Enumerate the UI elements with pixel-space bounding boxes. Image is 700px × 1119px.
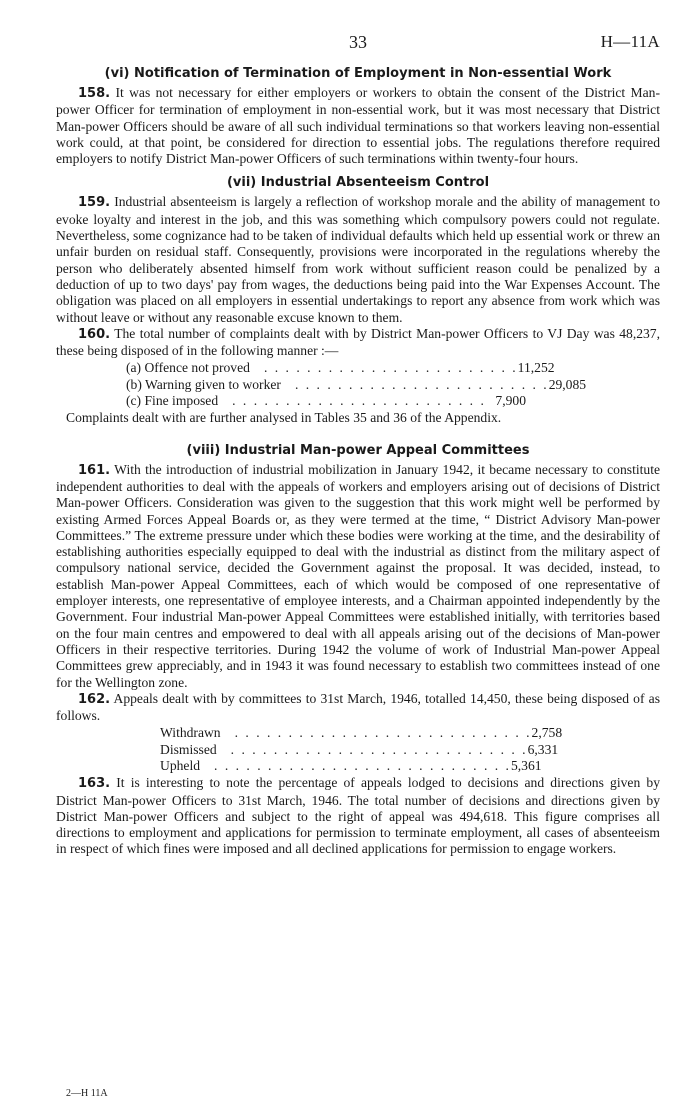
signature-mark: 2—H 11A xyxy=(66,1088,108,1099)
list-item-label: (a) Offence not proved xyxy=(126,360,250,376)
list-item: (b) Warning given to worker . . . . . . . . . . . . . . . . . . . . . . . . 29,085 xyxy=(126,376,587,392)
paragraph-text: With the introduction of industrial mobilization in January 1942, it became necessary to constitute independent authorities to deal with the appeals of workers and employers arising out of decisions of District Man-power Officers. Consideration was given to the suggestion that this work might well be performed by existing Armed Forces Appeal Boards or, as they were termed at the time, “ District Advisory Man-power Committees.” The extreme pressure under which these bodies were working at the time, and the desirability of establishing authorities especially equipped to deal with the industrial as distinct from the military aspect of compulsory national service, decided the Government against the proposal. It was decided, instead, to establish Man-power Appeal Committees, each of which would be composed of one representative of employer interests, one representative of employee interests, and a Chairman appointed independently by the Government. Four industrial Man-power Appeal Committees were established initially, with territories based on the four main centres and empowered to deal with all appeals arising out of the decisions of Man-power Officers in their respective territories. During 1942 the volume of work of Industrial Man-power Appeal Committees grew appreciably, and in 1943 it was found necessary to establish two committees instead of one for the Wellington zone. xyxy=(56,461,661,690)
list-item-label: Dismissed xyxy=(160,741,217,757)
complaints-note: Complaints dealt with are further analysed in Tables 35 and 36 of the Appendix. xyxy=(66,410,502,426)
list-item-value: 2,758 xyxy=(531,725,563,741)
paragraph-number: 159. xyxy=(78,195,111,211)
list-item: (c) Fine imposed . . . . . . . . . . . . . . . . . . . . . . . . 7,900 xyxy=(126,393,526,409)
paragraph-159 xyxy=(56,194,660,325)
paragraph-162 xyxy=(56,691,660,725)
list-item: (a) Offence not proved . . . . . . . . . . . . . . . . . . . . . . . . 11,252 xyxy=(126,360,555,376)
list-item-value: 5,361 xyxy=(510,757,542,773)
document-reference: H—11A xyxy=(600,32,660,51)
list-item-label: (b) Warning given to worker xyxy=(126,376,281,392)
list-item-label: Upheld xyxy=(160,757,201,773)
paragraph-158 xyxy=(56,85,660,167)
list-item-value: 11,252 xyxy=(517,360,555,376)
paragraph-number: 160. xyxy=(78,326,111,342)
paragraph-160 xyxy=(56,326,660,360)
list-item: Upheld . . . . . . . . . . . . . . . . . . . . . . . . . . . . 5,361 xyxy=(160,757,542,773)
list-item-value: 29,085 xyxy=(548,376,587,392)
appeals-list xyxy=(160,725,563,774)
list-item: Dismissed . . . . . . . . . . . . . . . . . . . . . . . . . . . . 6,331 xyxy=(160,741,559,757)
complaints-list xyxy=(126,360,587,409)
list-item-value: 7,900 xyxy=(495,393,526,409)
list-item-value: 6,331 xyxy=(527,741,559,757)
paragraph-number: 161. xyxy=(78,462,111,478)
list-item: Withdrawn . . . . . . . . . . . . . . . . . . . . . . . . . . . . 2,758 xyxy=(160,725,563,741)
paragraph-text: It was not necessary for either employers or workers to obtain the consent of the District Man-power Officer for termination of employment in non-essential work, but it was most necessary that District Man-power Officers should be aware of all such individual terminations so that workers leaving non-essential work could, at that point, be considered for direction to essential jobs. The regulations therefore required employers to notify District Man-power Officers of such terminations within twenty-four hours. xyxy=(56,85,661,167)
paragraph-text: Appeals dealt with by committees to 31st March, 1946, totalled 14,450, these being disposed of as follows. xyxy=(56,690,660,724)
paragraph-161 xyxy=(56,462,660,691)
section-heading-vi: (vi) Notification of Termination of Employment in Non-essential Work xyxy=(104,66,612,81)
paragraph-number: 162. xyxy=(78,691,111,707)
section-heading-vii: (vii) Industrial Absenteeism Control xyxy=(226,175,490,191)
page-number: 33 xyxy=(349,32,367,52)
paragraph-text: It is interesting to note the percentage of appeals lodged to decisions and directions given by District Man-power Officers to 31st March, 1946. The total number of decisions and directions given by District Man-power Officers and subject to the right of appeal was 494,618. This figure comprises all directions to employment and applications for permission to terminate employment, all cases of absenteeism in respect of which fines were imposed and all declined applications for permission to engage workers. xyxy=(56,775,660,857)
page-header xyxy=(56,30,660,58)
paragraph-number: 163. xyxy=(78,776,111,792)
section-heading-viii: (viii) Industrial Man-power Appeal Committees xyxy=(186,442,530,458)
list-item-label: (c) Fine imposed xyxy=(126,393,219,409)
paragraph-text: The total number of complaints dealt with by District Man-power Officers to VJ Day was 48,237, these being disposed of in the following manner :— xyxy=(56,325,661,359)
list-item-label: Withdrawn xyxy=(160,725,221,741)
paragraph-163 xyxy=(56,775,660,857)
paragraph-number: 158. xyxy=(78,86,111,101)
paragraph-text: Industrial absenteeism is largely a reflection of workshop morale and the ability of management to evoke loyalty and interest in the job, and this was something which compulsory powers could not regulate. Nevertheless, some cognizance had to be taken of individual defaults which held up essential work or threw an unfair burden on residual staff. Consequently, provisions were incorporated in the regulations whereby the person who deliberately absented himself from work without sufficient reason could be penalized by a deduction of up to two days' pay from wages, the deductions being paid into the War Expenses Account. The obligation was placed on all employers in essential undertakings to report any absence from work which was without leave or without any reasonable excuse known to them. xyxy=(56,194,660,325)
